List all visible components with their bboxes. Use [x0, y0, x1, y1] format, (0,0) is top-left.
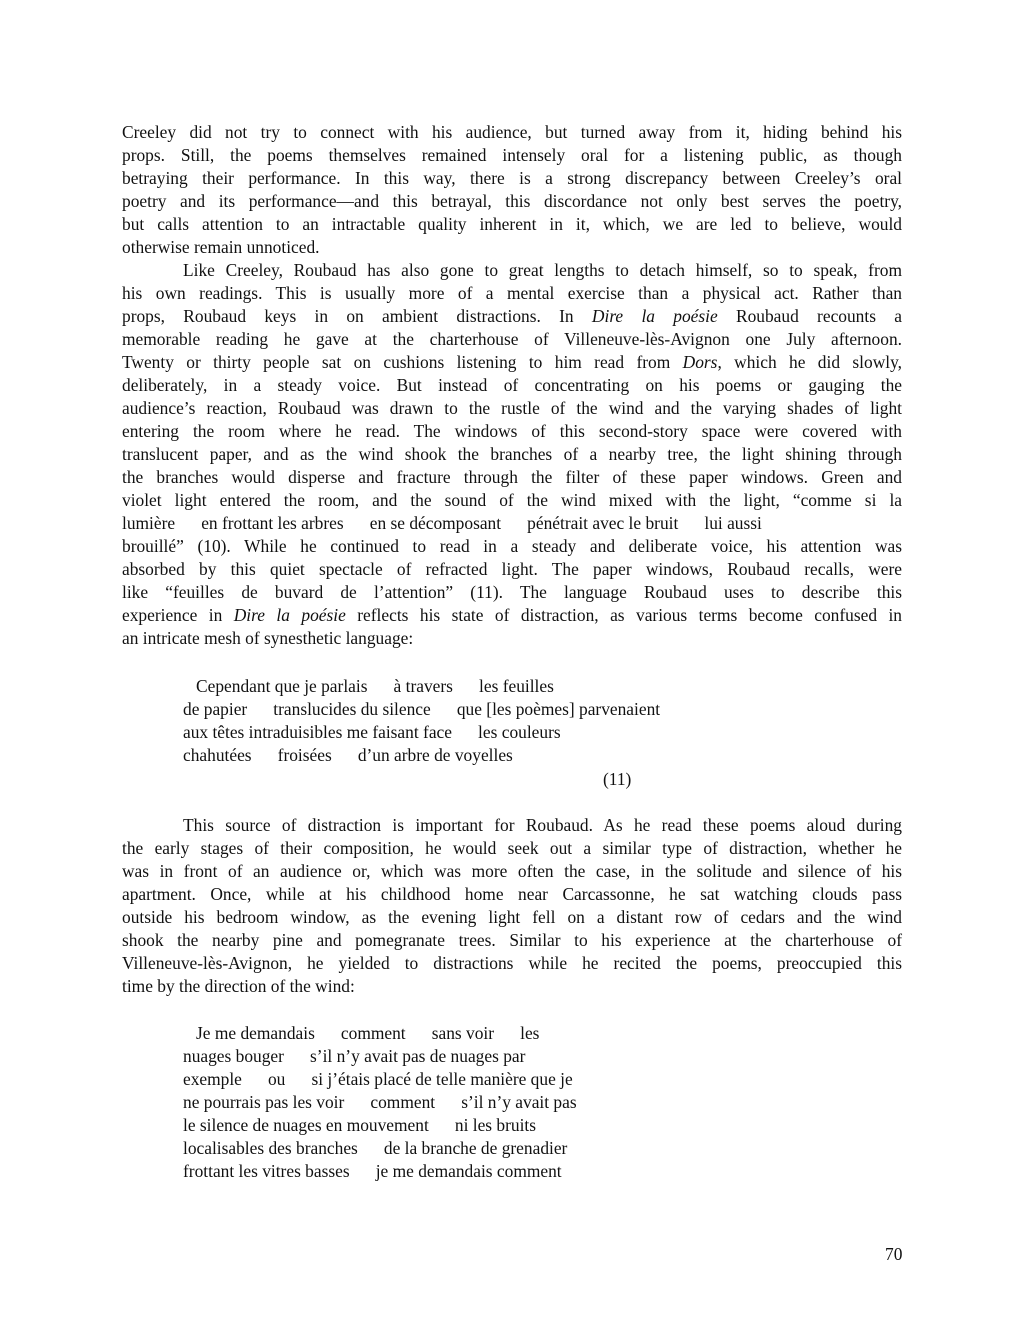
verse-line: nuages bouger s’il n’y avait pas de nuages par	[183, 1046, 526, 1066]
text-line: audience’s reaction, Roubaud was drawn to the rustle of the wind and the varying shades of light	[122, 398, 902, 418]
verse-line: chahutées froisées d’un arbre de voyelles	[183, 745, 513, 765]
text-line: Villeneuve-lès-Avignon, he yielded to distractions while he recited the poems, preoccupied this	[122, 953, 902, 973]
verse-line: localisables des branches de la branche de grenadier	[183, 1138, 568, 1158]
text-line: lumière en frottant les arbres en se décomposant pénétrait avec le bruit lui aussi	[122, 513, 762, 533]
text-line: his own readings. This is usually more of a mental exercise than a physical act. Rather than	[122, 283, 902, 303]
text-line: like “feuilles de buvard de l’attention” (11). The language Roubaud uses to describe this	[122, 582, 902, 602]
verse-line: exemple ou si j’étais placé de telle manière que je	[183, 1069, 573, 1089]
text-span: , which he did slowly,	[717, 352, 902, 372]
text-line: brouillé” (10). While he continued to read in a steady and deliberate voice, his attention was	[122, 536, 902, 556]
text-line	[122, 351, 902, 374]
text-line	[122, 305, 902, 328]
text-line: absorbed by this quiet spectacle of refracted light. The paper windows, Roubaud recalls, were	[122, 559, 902, 579]
text-line: the early stages of their composition, he would seek out a similar type of distraction, whether he	[122, 838, 902, 858]
text-line: an intricate mesh of synesthetic language:	[122, 628, 414, 648]
text-line: apartment. Once, while at his childhood home near Carcassonne, he sat watching clouds pass	[122, 884, 902, 904]
text-line: was in front of an audience or, which was more often the case, in the solitude and silence of his	[122, 861, 902, 881]
verse-line: Je me demandais comment sans voir les	[183, 1023, 540, 1043]
quote-citation: (11)	[603, 769, 632, 789]
text-span: experience in	[122, 605, 234, 625]
verse-line: le silence de nuages en mouvement ni les bruits	[183, 1115, 537, 1135]
text-line: memorable reading he gave at the charterhouse of Villeneuve-lès-Avignon one July afternoon.	[122, 329, 902, 349]
text-line: shook the nearby pine and pomegranate trees. Similar to his experience at the charterhouse of	[122, 930, 902, 950]
book-title: Dire la poésie	[591, 306, 718, 326]
text-line: the branches would disperse and fracture through the filter of these paper windows. Green and	[122, 467, 902, 487]
text-line: Like Creeley, Roubaud has also gone to great lengths to detach himself, so to speak, from	[183, 260, 902, 280]
text-line: This source of distraction is important for Roubaud. As he read these poems aloud during	[183, 815, 902, 835]
text-span: Roubaud recounts a	[717, 306, 902, 326]
verse-line: frottant les vitres basses je me demandais comment	[183, 1161, 562, 1181]
text-span: props, Roubaud keys in on ambient distractions. In	[122, 306, 592, 326]
text-line: deliberately, in a steady voice. But instead of concentrating on his poems or gauging the	[122, 375, 902, 395]
text-line: poetry and its performance—and this betrayal, this discordance not only best serves the poetry,	[122, 191, 902, 211]
text-line: Creeley did not try to connect with his audience, but turned away from it, hiding behind his	[122, 122, 902, 142]
page-number: 70	[885, 1244, 903, 1264]
text-span: Twenty or thirty people sat on cushions listening to him read from	[122, 352, 683, 372]
text-line: but calls attention to an intractable quality inherent in it, which, we are led to believe, would	[122, 214, 902, 234]
text-line: translucent paper, and as the wind shook the branches of a nearby tree, the light shining through	[122, 444, 902, 464]
text-line: outside his bedroom window, as the evening light fell on a distant row of cedars and the wind	[122, 907, 902, 927]
book-title: Dors	[682, 352, 718, 372]
text-line	[122, 604, 902, 627]
text-line: props. Still, the poems themselves remained intensely oral for a listening public, as though	[122, 145, 902, 165]
verse-line: Cependant que je parlais à travers les feuilles	[183, 676, 554, 696]
verse-line: ne pourrais pas les voir comment s’il n’y avait pas	[183, 1092, 577, 1112]
verse-line: aux têtes intraduisibles me faisant face les couleurs	[183, 722, 561, 742]
text-line: entering the room where he read. The windows of this second-story space were covered with	[122, 421, 902, 441]
verse-line: de papier translucides du silence que [les poèmes] parvenaient	[183, 699, 661, 719]
text-span: reflects his state of distraction, as various terms become confused in	[345, 605, 902, 625]
text-line: otherwise remain unnoticed.	[122, 237, 320, 257]
text-line: time by the direction of the wind:	[122, 976, 355, 996]
book-title: Dire la poésie	[233, 605, 346, 625]
text-line: betraying their performance. In this way, there is a strong discrepancy between Creeley’s oral	[122, 168, 902, 188]
text-line: violet light entered the room, and the sound of the wind mixed with the light, “comme si la	[122, 490, 902, 510]
